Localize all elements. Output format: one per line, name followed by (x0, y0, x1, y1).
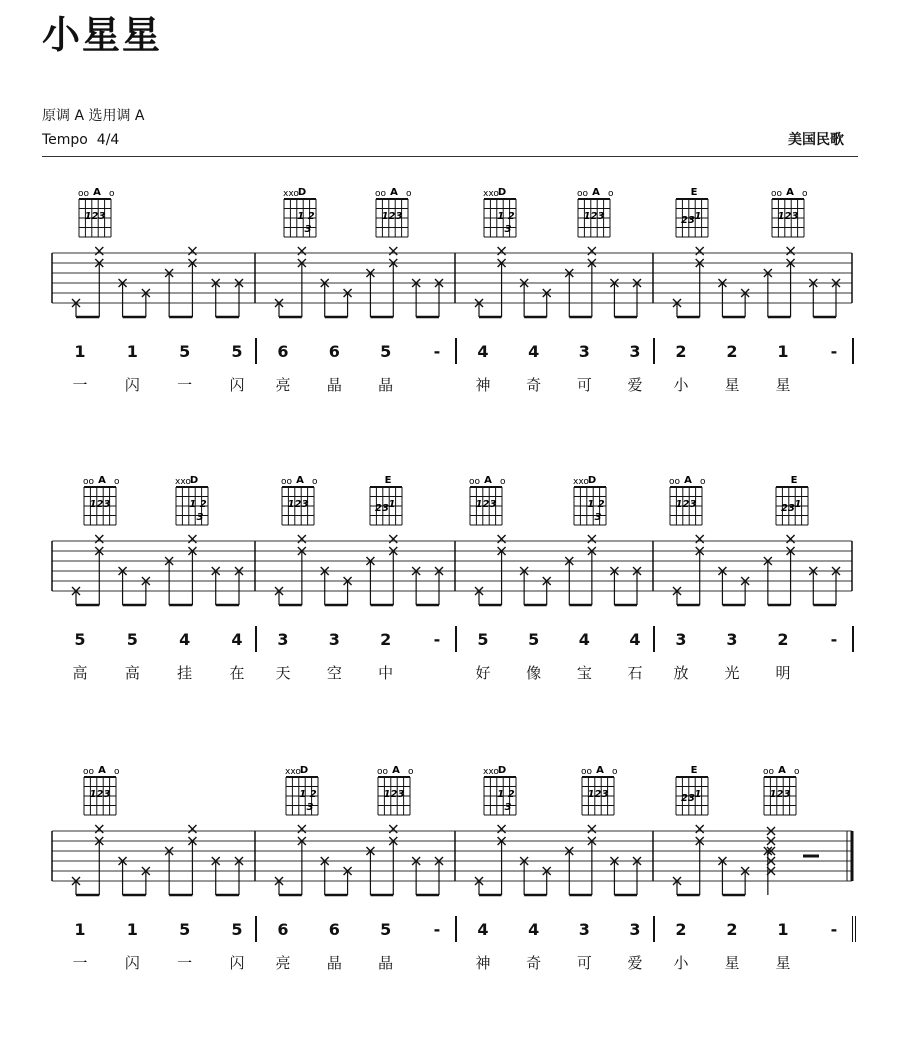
jianpu-note: 2 (726, 920, 738, 939)
measure-bar (852, 916, 856, 942)
jianpu-note: 6 (328, 342, 340, 361)
tab-staff (52, 831, 852, 881)
chord-diagram-A (83, 765, 120, 815)
chord-diagram-D (483, 765, 516, 815)
tempo-label: Tempo (42, 132, 88, 148)
jianpu-note: 2 (777, 630, 789, 649)
lyric-char: 明 (775, 664, 791, 682)
chord-fingering: 123 (287, 499, 309, 510)
lyric-char: 亮 (275, 954, 291, 972)
lyric-char: 一 (177, 376, 193, 394)
open-string-mark: o (312, 477, 318, 487)
chord-diagram-D (483, 187, 516, 237)
jianpu-note: 1 (74, 342, 86, 361)
jianpu-note: 5 (380, 920, 392, 939)
measure-bar (455, 626, 457, 652)
open-string-marks: xxo (175, 477, 191, 487)
chord-fingering: 1 2 (587, 499, 605, 510)
tab-staff (52, 253, 852, 303)
jianpu-note: 3 (578, 920, 590, 939)
lyric-char: 晶 (378, 376, 394, 394)
lyric-char: 高 (124, 664, 140, 682)
chord-diagram-A (377, 765, 414, 815)
jianpu-note: 5 (231, 342, 243, 361)
jianpu-note: 3 (675, 630, 687, 649)
jianpu-note: 5 (74, 630, 86, 649)
chord-diagram-A (375, 187, 412, 237)
jianpu-note: 2 (380, 630, 392, 649)
jianpu-note: 4 (528, 920, 540, 939)
chord-fingering: 1 (694, 211, 702, 222)
lyric-char: 奇 (526, 376, 542, 394)
chord-name: A (596, 765, 604, 776)
jianpu-note: 5 (477, 630, 489, 649)
chord-fingering: 1 2 (189, 499, 207, 510)
jianpu-note: - (830, 342, 838, 361)
tab-notes (475, 535, 641, 605)
lyric-char: 一 (72, 954, 88, 972)
lyric-char: 放 (673, 664, 689, 682)
jianpu-note: 3 (629, 342, 641, 361)
lyric-char: 闪 (229, 954, 245, 972)
chord-fingering: 123 (381, 211, 403, 222)
chord-fingering: 23 (681, 215, 695, 226)
chord-diagram-D (573, 475, 606, 525)
jianpu-note: 5 (126, 630, 138, 649)
jianpu-note: 2 (675, 342, 687, 361)
jianpu-note: 1 (74, 920, 86, 939)
chord-name: D (497, 187, 507, 198)
chord-name: D (497, 765, 507, 776)
chord-fingering: 3 (504, 224, 512, 235)
chord-diagram-D (283, 187, 316, 237)
jianpu-note: 5 (231, 920, 243, 939)
chord-fingering: 3 (594, 512, 602, 523)
open-string-marks: xxo (285, 767, 301, 777)
chord-diagram-A (469, 475, 506, 525)
open-string-mark: o (500, 477, 506, 487)
open-string-mark: o (700, 477, 706, 487)
chord-fingering: 3 (304, 224, 312, 235)
jianpu-note: 5 (380, 342, 392, 361)
measure-bar (255, 626, 257, 652)
lyric-char: 高 (72, 664, 88, 682)
chord-fingering: 1 (694, 789, 702, 800)
open-string-mark: o (114, 767, 120, 777)
open-string-marks: oo (581, 767, 593, 777)
tempo-value: 4/4 (96, 132, 120, 148)
chord-diagram-A (771, 187, 808, 237)
chord-fingering: 1 (388, 499, 396, 510)
jianpu-note: 5 (179, 920, 191, 939)
lyric-char: 天 (275, 664, 291, 682)
jianpu-note: 4 (528, 342, 540, 361)
jianpu-note: 4 (231, 630, 243, 649)
jianpu-note: 4 (578, 630, 590, 649)
open-string-marks: oo (375, 189, 387, 199)
jianpu-note: 6 (277, 920, 289, 939)
chord-fingering: 23 (681, 793, 695, 804)
chord-name: E (690, 765, 698, 776)
lyric-char: 一 (177, 954, 193, 972)
chord-name: E (690, 187, 698, 198)
chord-name: D (189, 475, 199, 486)
key-info: 原调 A 选用调 A (42, 108, 145, 124)
chord-name: E (384, 475, 392, 486)
chord-fingering: 123 (769, 789, 791, 800)
lyric-char: 中 (378, 664, 394, 682)
chord-diagram-A (581, 765, 618, 815)
open-string-mark: o (612, 767, 618, 777)
measure-bar (653, 338, 655, 364)
chord-name: A (98, 765, 106, 776)
jianpu-note: 1 (777, 920, 789, 939)
measure-bar (455, 338, 457, 364)
chord-name: A (98, 475, 106, 486)
chord-name: A (93, 187, 101, 198)
lyric-char: 星 (775, 376, 791, 394)
lyric-char: 晶 (378, 954, 394, 972)
lyric-char: 好 (475, 664, 491, 682)
chord-diagram-A (281, 475, 318, 525)
tab-notes (72, 535, 243, 605)
song-title: 小星星 (42, 13, 163, 57)
jianpu-note: 4 (477, 920, 489, 939)
measure-bar (255, 916, 257, 942)
chord-fingering: 1 (794, 499, 802, 510)
open-string-mark: o (406, 189, 412, 199)
jianpu-note: - (433, 342, 441, 361)
tab-notes (72, 825, 243, 895)
jianpu-note: - (830, 630, 838, 649)
measure-bar (653, 626, 655, 652)
open-string-marks: oo (83, 767, 95, 777)
jianpu-note: 1 (126, 920, 138, 939)
jianpu-note: 4 (179, 630, 191, 649)
jianpu-note: 5 (528, 630, 540, 649)
system-3 (0, 761, 900, 1021)
tab-notes (275, 247, 443, 317)
header-rule (42, 156, 858, 157)
jianpu-note: 1 (126, 342, 138, 361)
lyric-char: 神 (475, 954, 491, 972)
lyric-char: 闪 (124, 954, 140, 972)
open-string-marks: oo (669, 477, 681, 487)
chord-fingering: 3 (306, 802, 314, 813)
chord-fingering: 23 (781, 503, 795, 514)
tab-notes (275, 825, 443, 895)
lyric-char: 晶 (326, 376, 342, 394)
chord-fingering: 3 (196, 512, 204, 523)
measure-bar (653, 916, 655, 942)
chord-fingering: 123 (89, 499, 111, 510)
chord-diagram-D (285, 765, 318, 815)
lyric-char: 奇 (526, 954, 542, 972)
tab-notes (673, 825, 772, 895)
open-string-marks: oo (377, 767, 389, 777)
chord-fingering: 23 (375, 503, 389, 514)
system-1 (0, 183, 900, 443)
composer: 美国民歌 (788, 132, 844, 148)
lyric-char: 光 (724, 664, 740, 682)
open-string-marks: oo (469, 477, 481, 487)
system-2 (0, 471, 900, 731)
lyric-char: 可 (576, 954, 592, 972)
open-string-marks: oo (763, 767, 775, 777)
chord-diagram-E (776, 475, 808, 525)
lyric-char: 在 (229, 664, 245, 682)
chord-name: D (299, 765, 309, 776)
jianpu-note: 4 (477, 342, 489, 361)
chord-name: D (587, 475, 597, 486)
chord-fingering: 1 2 (299, 789, 317, 800)
chord-diagram-A (577, 187, 614, 237)
lyric-char: 星 (724, 376, 740, 394)
measure-bar (455, 916, 457, 942)
lyric-char: 爱 (627, 954, 643, 972)
open-string-marks: oo (281, 477, 293, 487)
lyric-char: 石 (627, 664, 643, 682)
jianpu-note: 4 (629, 630, 641, 649)
measure-bar (852, 626, 854, 652)
chord-diagram-A (83, 475, 120, 525)
lyric-char: 晶 (326, 954, 342, 972)
lyric-char: 小 (673, 954, 689, 972)
lyric-char: 神 (475, 376, 491, 394)
chord-fingering: 123 (587, 789, 609, 800)
chord-fingering: 123 (675, 499, 697, 510)
lyric-char: 一 (72, 376, 88, 394)
open-string-marks: xxo (573, 477, 589, 487)
lyric-char: 小 (673, 376, 689, 394)
jianpu-note: 6 (328, 920, 340, 939)
lyric-char: 闪 (124, 376, 140, 394)
tab-notes (475, 825, 641, 895)
tab-notes (673, 247, 840, 317)
chord-diagram-A (669, 475, 706, 525)
open-string-mark: o (408, 767, 414, 777)
lyric-char: 宝 (576, 664, 592, 682)
chord-name: A (484, 475, 492, 486)
open-string-marks: xxo (283, 189, 299, 199)
chord-fingering: 123 (84, 211, 106, 222)
lyric-char: 星 (775, 954, 791, 972)
chord-fingering: 3 (504, 802, 512, 813)
lyric-char: 挂 (177, 664, 193, 682)
open-string-mark: o (114, 477, 120, 487)
open-string-mark: o (109, 189, 115, 199)
chord-name: A (684, 475, 692, 486)
jianpu-note: 3 (277, 630, 289, 649)
chord-diagram-E (676, 765, 708, 815)
chord-name: A (592, 187, 600, 198)
open-string-marks: oo (83, 477, 95, 487)
tab-staff (52, 541, 852, 591)
jianpu-note: 3 (578, 342, 590, 361)
chord-fingering: 123 (89, 789, 111, 800)
jianpu-note: 5 (179, 342, 191, 361)
lyric-char: 可 (576, 376, 592, 394)
tab-notes (72, 247, 243, 317)
jianpu-note: 3 (328, 630, 340, 649)
tempo-info (42, 131, 119, 149)
tab-notes (275, 535, 443, 605)
chord-diagram-A (763, 765, 800, 815)
chord-name: E (790, 475, 798, 486)
open-string-marks: xxo (483, 189, 499, 199)
chord-fingering: 1 2 (497, 789, 515, 800)
lyric-char: 亮 (275, 376, 291, 394)
chord-diagram-A (78, 187, 115, 237)
open-string-mark: o (608, 189, 614, 199)
chord-diagram-E (370, 475, 402, 525)
chord-name: A (778, 765, 786, 776)
open-string-marks: xxo (483, 767, 499, 777)
measure-bar (255, 338, 257, 364)
tab-notes (673, 535, 840, 605)
jianpu-note: 6 (277, 342, 289, 361)
chord-name: D (297, 187, 307, 198)
chord-fingering: 123 (583, 211, 605, 222)
chord-name: A (392, 765, 400, 776)
chord-name: A (296, 475, 304, 486)
jianpu-note: 3 (629, 920, 641, 939)
tab-notes (475, 247, 641, 317)
chord-name: A (786, 187, 794, 198)
open-string-mark: o (802, 189, 808, 199)
lyric-char: 像 (526, 664, 542, 682)
jianpu-note: - (433, 920, 441, 939)
jianpu-note: 2 (675, 920, 687, 939)
chord-fingering: 123 (383, 789, 405, 800)
chord-fingering: 1 2 (297, 211, 315, 222)
chord-diagram-E (676, 187, 708, 237)
lyric-char: 闪 (229, 376, 245, 394)
chord-fingering: 1 2 (497, 211, 515, 222)
open-string-marks: oo (78, 189, 90, 199)
open-string-marks: oo (577, 189, 589, 199)
chord-fingering: 123 (475, 499, 497, 510)
jianpu-note: 2 (726, 342, 738, 361)
jianpu-note: - (433, 630, 441, 649)
lyric-char: 爱 (627, 376, 643, 394)
lyric-char: 空 (326, 664, 342, 682)
chord-diagram-D (175, 475, 208, 525)
chord-name: A (390, 187, 398, 198)
jianpu-note: - (830, 920, 838, 939)
open-string-marks: oo (771, 189, 783, 199)
lyric-char: 星 (724, 954, 740, 972)
jianpu-note: 1 (777, 342, 789, 361)
open-string-mark: o (794, 767, 800, 777)
chord-fingering: 123 (777, 211, 799, 222)
measure-bar (852, 338, 854, 364)
jianpu-note: 3 (726, 630, 738, 649)
